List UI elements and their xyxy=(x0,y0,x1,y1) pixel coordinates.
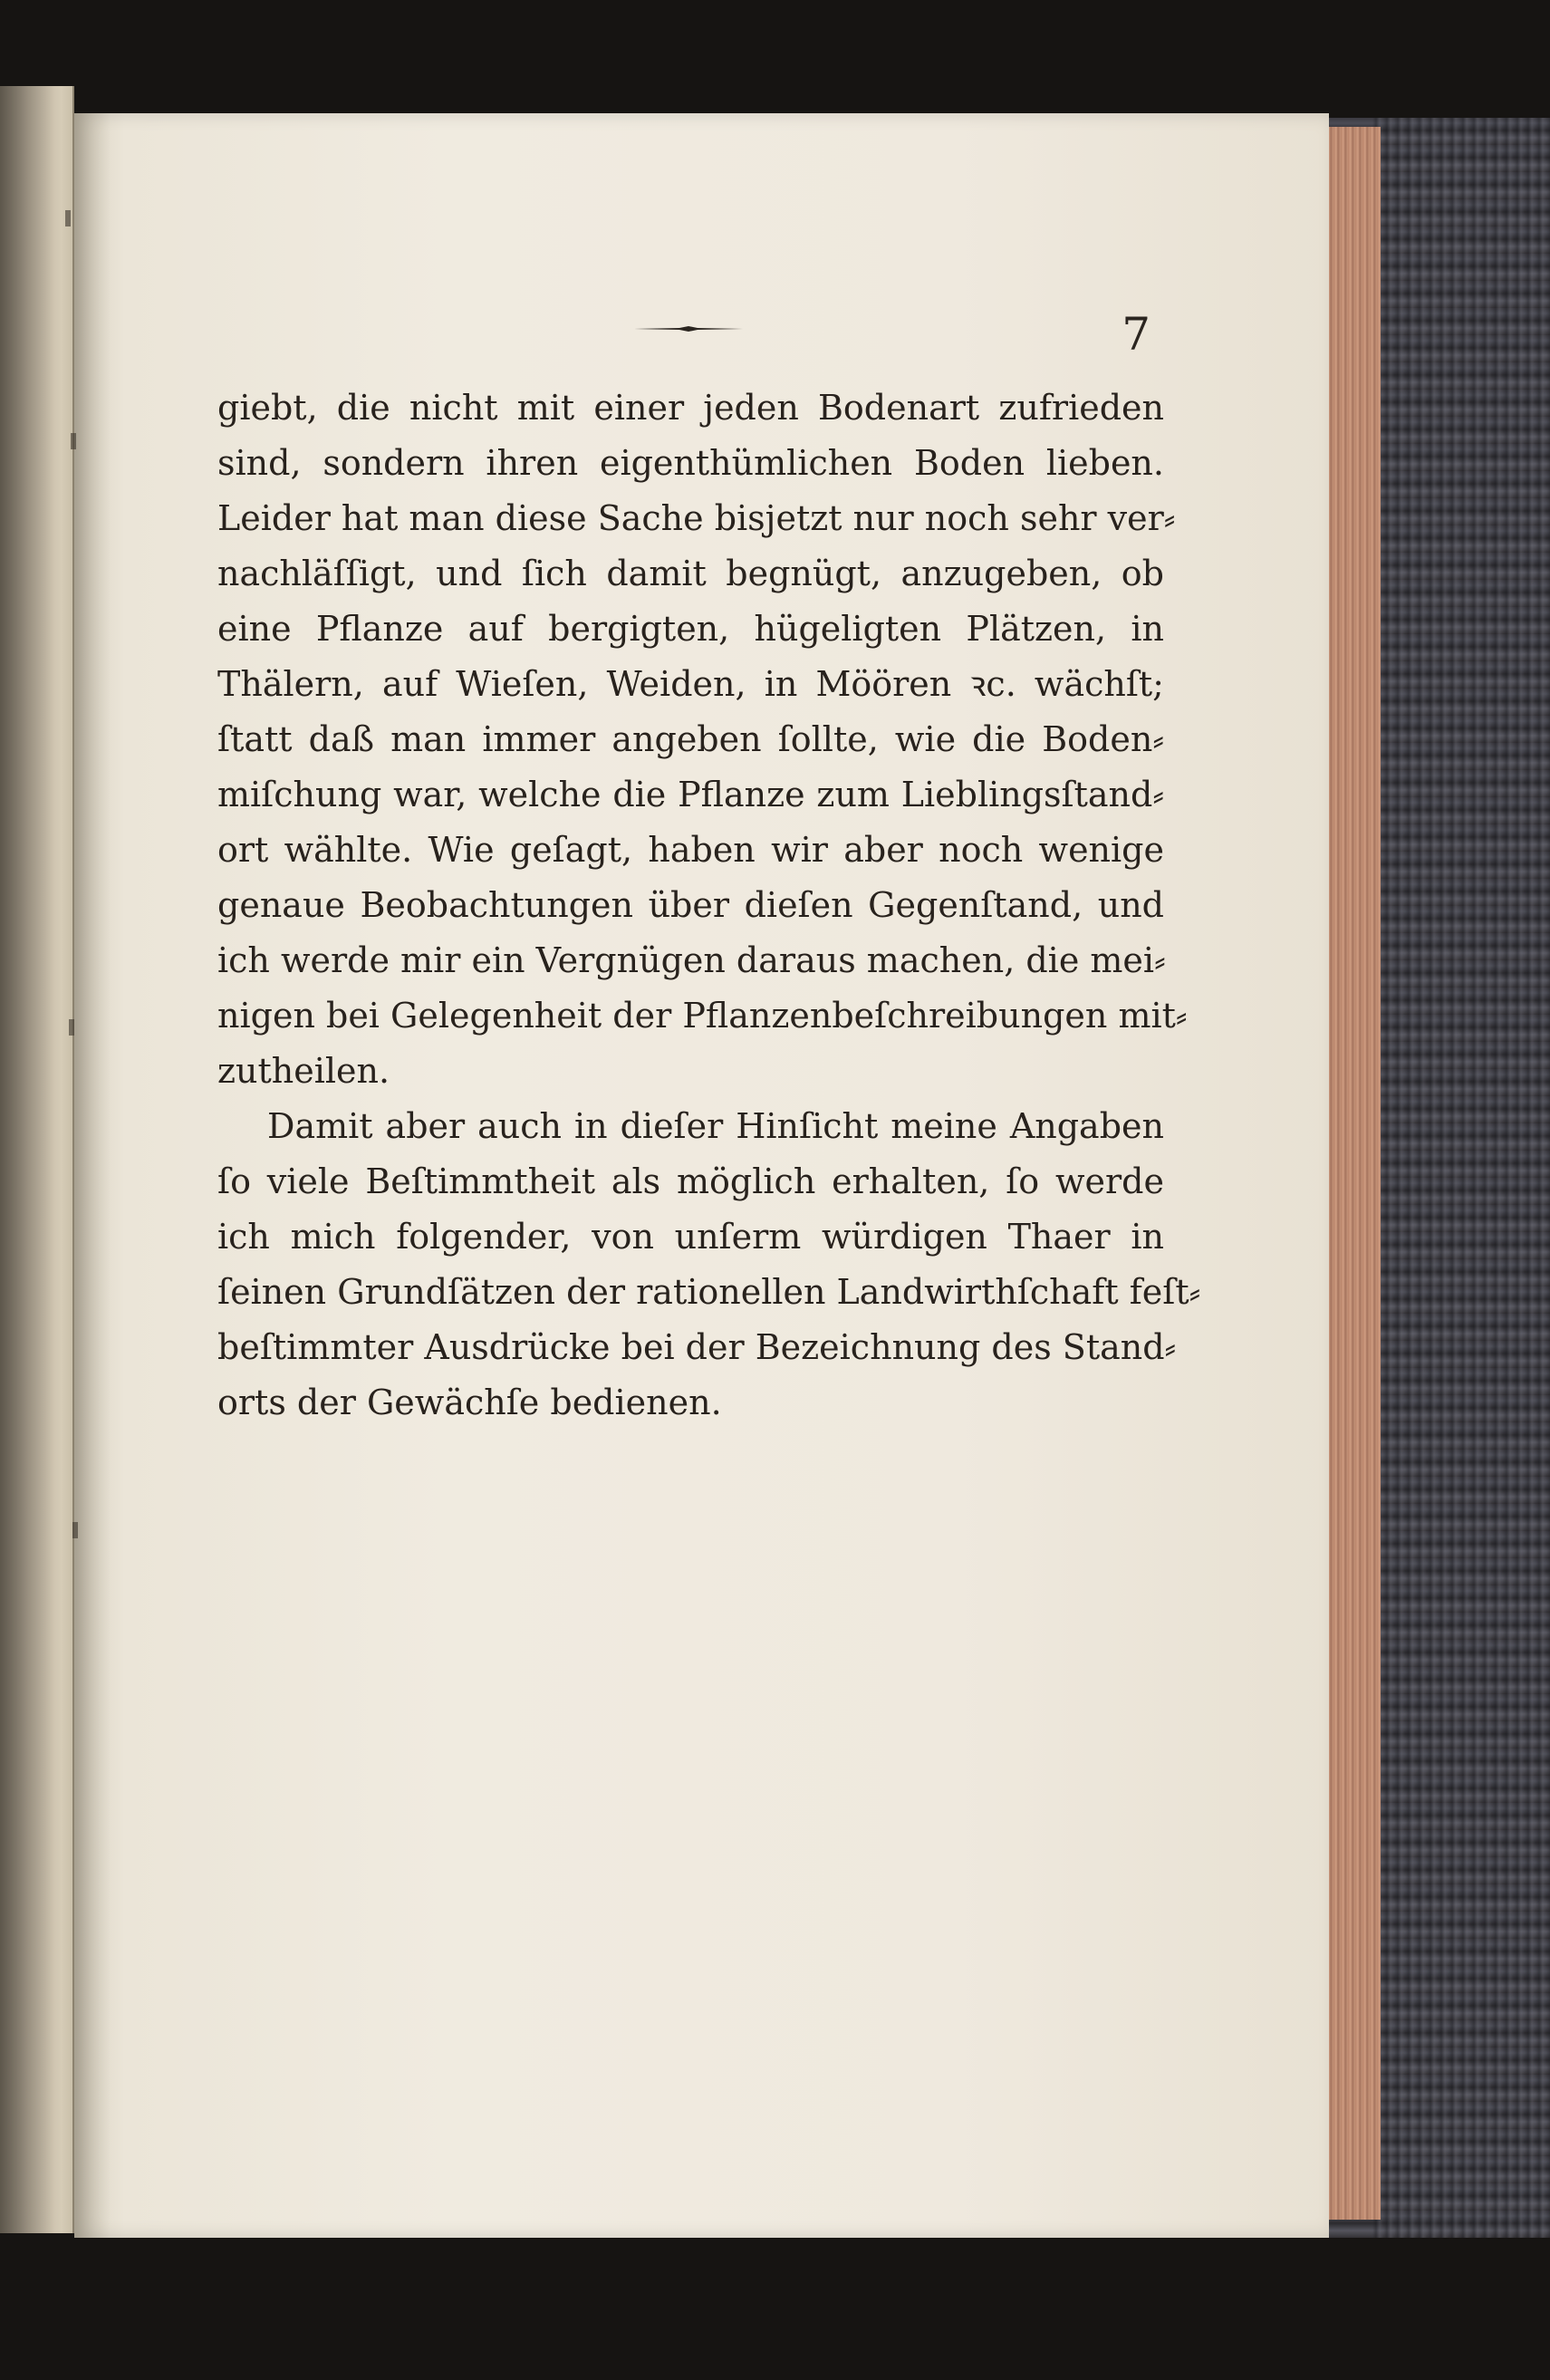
text-line: ich werde mir ein Vergnügen daraus machen, die mei⸗ xyxy=(217,940,1166,980)
text-line: ſtatt daß man immer angeben ſollte, wie die Boden⸗ xyxy=(217,719,1164,759)
body-text xyxy=(217,381,1201,1431)
margin-mark xyxy=(69,1019,74,1036)
text-line: eine Pflanze auf bergigten, hügeligten Plätzen, in xyxy=(217,609,1164,649)
gutter-shadow xyxy=(0,86,54,2233)
text-line: beſtimmter Ausdrücke bei der Bezeichnung des Stand⸗ xyxy=(217,1327,1177,1367)
page-gutter-shade xyxy=(74,113,111,2238)
text-line: miſchung war, welche die Pflanze zum Lieblingsſtand⸗ xyxy=(217,775,1164,814)
page-number: 7 xyxy=(1122,308,1150,361)
text-line: ſeinen Grundſätzen der rationellen Landwirthſchaft feſt⸗ xyxy=(217,1272,1201,1312)
page-block-edges xyxy=(1324,127,1381,2220)
text-line: giebt, die nicht mit einer jeden Bodenart zufrieden xyxy=(217,388,1164,428)
header-ornament-rule xyxy=(634,326,743,332)
text-line: ort wählte. Wie geſagt, haben wir aber noch wenige xyxy=(217,830,1164,870)
text-line: ſo viele Beſtimmtheit als möglich erhalten, ſo werde xyxy=(217,1161,1164,1201)
text-line: Damit aber auch in dieſer Hinſicht meine Angaben xyxy=(267,1106,1164,1146)
text-line: sind, sondern ihren eigenthümlichen Boden lieben. xyxy=(217,443,1164,483)
margin-mark xyxy=(65,210,71,226)
text-line: genaue Beobachtungen über dieſen Gegenſtand, und xyxy=(217,885,1164,925)
text-line: nigen bei Gelegenheit der Pflanzenbeſchreibungen mit⸗ xyxy=(217,996,1188,1036)
text-line: orts der Gewächſe bedienen. xyxy=(217,1383,722,1422)
margin-mark xyxy=(72,1522,78,1538)
text-line: zutheilen. xyxy=(217,1051,390,1091)
margin-mark xyxy=(71,433,76,449)
text-line: ich mich folgender, von unſerm würdigen Thaer in xyxy=(217,1217,1164,1257)
text-line: nachläſſigt, und ſich damit begnügt, anzugeben, ob xyxy=(217,554,1164,593)
text-line: Leider hat man diese Sache bisjetzt nur noch sehr ver⸗ xyxy=(217,498,1176,538)
text-line: Thälern, auf Wieſen, Weiden, in Möören ꝛc. wächſt; xyxy=(217,664,1164,704)
